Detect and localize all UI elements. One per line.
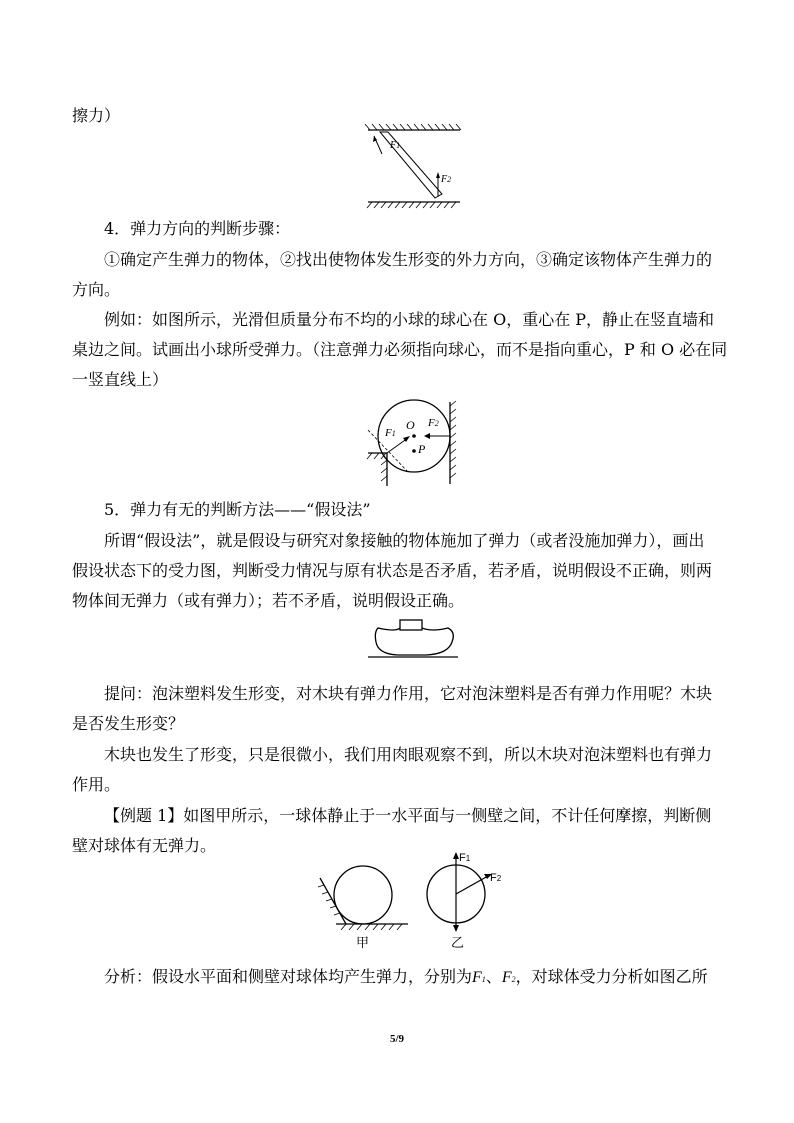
formula-f1: F1 <box>472 969 486 986</box>
force-label-f1: F1 <box>390 140 401 151</box>
page-number: 5/9 <box>389 1033 405 1045</box>
text-line: 壁对球体有无弹力。 <box>72 836 217 855</box>
analysis-sep: 、 <box>485 967 502 986</box>
center-label-o: O <box>406 418 415 432</box>
text-line: 作用。 <box>72 775 121 794</box>
figure-ball-wall-table <box>360 398 470 488</box>
analysis-text-tail: ，对球体受力分析如图乙所 <box>515 967 708 986</box>
text-line: 例如：如图所示，光滑但质量分布不均的小球的球心在 O，重心在 P，静止在竖直墙和 <box>104 310 715 329</box>
text-line: 假设状态下的受力图，判断受力情况与原有状态是否矛盾，若矛盾，说明假设不正确，则两 <box>72 561 713 580</box>
text-line: 物体间无弹力（或有弹力）；若不矛盾，说明假设正确。 <box>72 591 465 610</box>
force-label-f2: F2 <box>490 872 502 884</box>
text-line: 木块也发生了形变，只是很微小，我们用肉眼观察不到，所以木块对泡沫塑料也有弹力 <box>104 745 713 764</box>
force-label-f1: F1 <box>459 852 471 864</box>
text-line: 提问：泡沫塑料发生形变，对木块有弹力作用，它对泡沫塑料是否有弹力作用呢？木块 <box>104 684 713 703</box>
force-label-f1: F1 <box>385 427 396 439</box>
force-label-f2: F2 <box>428 417 439 429</box>
caption-jia: 甲 <box>356 936 370 951</box>
text-line: 桌边之间。试画出小球所受弹力。（注意弹力必须指向球心，而不是指向重心，P 和 O 必在同 <box>72 340 728 359</box>
text-line: 一竖直线上） <box>72 370 169 389</box>
formula-f2: F2 <box>501 969 516 986</box>
analysis-text: 分析：假设水平面和侧壁对球体均产生弹力，分别为 <box>104 967 473 986</box>
gravity-center-label-p: P <box>418 442 426 456</box>
text-line: 是否发生形变？ <box>72 714 185 733</box>
caption-yi: 乙 <box>451 936 465 951</box>
figure-block-on-foam <box>366 618 460 660</box>
text-line: 擦力） <box>72 106 121 125</box>
text-line: ①确定产生弹力的物体，②找出使物体发生形变的外力方向，③确定该物体产生弹力的 <box>104 250 713 269</box>
text-line: 方向。 <box>72 280 121 299</box>
section-heading: 5．弹力有无的判断方法——“假设法” <box>104 500 371 519</box>
force-label-f2: F2 <box>441 174 452 185</box>
analysis-line <box>104 967 708 990</box>
figure-jia-ball-floor-wall <box>316 862 411 930</box>
figure-rod-ceiling-floor <box>360 124 470 210</box>
example-heading: 【例题 1】如图甲所示，一球体静止于一水平面与一侧壁之间，不计任何摩擦，判断侧 <box>104 806 712 825</box>
text-line: 所谓“假设法”，就是假设与研究对象接触的物体施加了弹力（或者没施加弹力），画出 <box>104 531 705 550</box>
section-heading: 4．弹力方向的判断步骤： <box>104 219 291 238</box>
